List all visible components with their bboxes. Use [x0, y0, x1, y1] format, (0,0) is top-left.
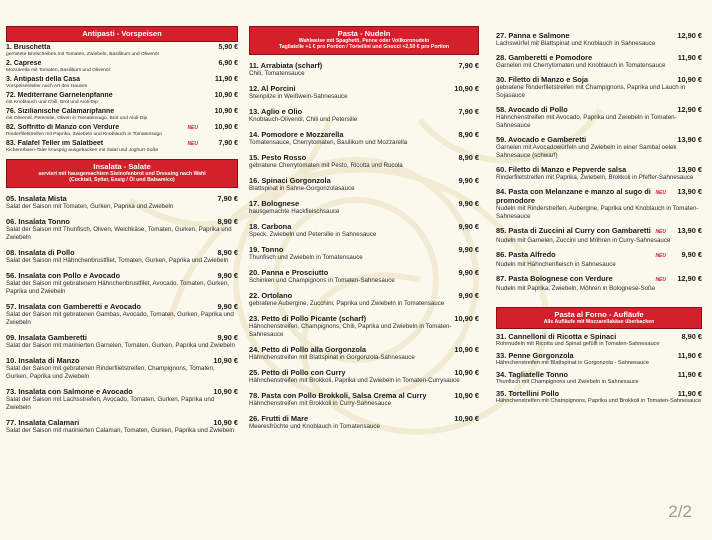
menu-item-price: 10,90 €	[213, 386, 238, 396]
section-subtitle-2: (Cocktail, Sylter, Essig / Öl und Balsamico)	[69, 177, 175, 184]
section-header-insalata	[6, 159, 238, 188]
menu-item-price: 7,90 €	[218, 140, 238, 147]
menu-item-price: 9,90 €	[458, 175, 479, 185]
menu-item-name: 08. Insalata di Pollo	[6, 247, 75, 257]
section-forno	[496, 307, 702, 405]
menu-item-description: Schinken und Champignons in Tomaten-Sahnesauce	[249, 276, 395, 284]
section-header-antipasti	[6, 26, 238, 42]
menu-item-name: 77. Insalata Calamari	[6, 417, 80, 427]
menu-item	[249, 345, 479, 362]
menu-item-name: 73. Insalata con Salmone e Avocado	[6, 386, 133, 396]
menu-item-row	[496, 389, 702, 398]
column-middle	[249, 26, 479, 431]
menu-item-description: Hähnchenstreifen mit Blattspinat in Gorgonzola-Sahnesauce	[249, 353, 415, 361]
menu-item-name: 19. Tonno	[249, 244, 284, 254]
menu-item-name: 59. Avocado e Gamberetti	[496, 135, 587, 144]
section-header-forno	[496, 307, 702, 329]
menu-item-row	[249, 291, 479, 300]
menu-item-row	[496, 351, 702, 360]
menu-item	[496, 165, 702, 182]
menu-item-description: geröstete Brotscheiben mit Tomaten, Zwiebeln, Basilikum und Olivenöl	[6, 52, 159, 57]
menu-item	[249, 84, 479, 101]
menu-item-name: 20. Panna e Prosciutto	[249, 267, 329, 277]
new-badge: NEU	[655, 229, 666, 235]
menu-item-price: 5,90 €	[218, 44, 238, 51]
menu-item-row	[6, 271, 238, 280]
menu-item-description: Hähnchenstreifen mit Avocado, Paprika und Zwiebeln in Tomaten-Sahnesauce	[496, 114, 677, 129]
menu-item-price: 11,90 €	[677, 370, 702, 380]
menu-item-price: 7,90 €	[217, 193, 238, 203]
menu-item-price: 8,90 €	[458, 129, 479, 139]
menu-item	[249, 268, 479, 285]
menu-item-description: Nudeln mit Paprika, Zwiebeln, Möhren in Bolognese-Soße	[496, 285, 656, 292]
menu-item	[6, 356, 238, 381]
menu-item-row	[496, 135, 702, 144]
menu-item-name: 83. Falafel Teller im Salatbeet	[6, 140, 104, 147]
menu-item-name: 24. Petto di Pollo alla Gorgonzola	[249, 344, 367, 354]
menu-item-description: gebratene Rinderfiletstreifen mit Champignons, Paprika und Lauch in Sojasauce	[496, 84, 686, 99]
menu-item-price: 9,90 €	[458, 221, 479, 231]
menu-item-description: Salat der Saison mit Hähnchenbrustfilet, Tomaten, Gurken, Paprika und Zwiebeln	[6, 256, 229, 264]
menu-item-name: 2. Caprese	[6, 60, 42, 67]
menu-item	[496, 370, 702, 386]
menu-item-price: 12,90 €	[677, 31, 702, 40]
menu-item	[6, 217, 238, 242]
menu-item-name: 86. Pasta Alfredo	[496, 250, 556, 259]
menu-item-price: 11,90 €	[677, 389, 702, 399]
section-subtitle-2: Tagliatelle +1 € pro Portion / Tortellini und Gnocci +2,50 € pro Portion	[278, 44, 450, 51]
new-badge: NEU	[187, 141, 198, 147]
menu-item-row	[249, 61, 479, 70]
menu-item-row	[249, 391, 479, 400]
menu-item-name: 13. Aglio e Olio	[249, 106, 303, 116]
menu-item-row	[496, 250, 702, 261]
menu-item-price: 7,90 €	[458, 106, 479, 116]
menu-item-description: mit Olivenöl, Petersilie, Oliven in Tomatensugo, Brot und Aioli-Dip	[6, 116, 148, 121]
menu-item	[496, 135, 702, 160]
menu-item	[496, 31, 702, 48]
menu-item-price: 10,90 €	[454, 367, 479, 377]
menu-item	[249, 291, 479, 308]
menu-item-row	[249, 268, 479, 277]
menu-item-name: 27. Panna e Salmone	[496, 31, 570, 40]
menu-item-price: 9,90 €	[458, 290, 479, 300]
menu-item-price: 11,90 €	[677, 53, 702, 62]
menu-item-price: 8,90 €	[681, 332, 702, 342]
menu-item-price: 8,90 €	[217, 247, 238, 257]
menu-item	[6, 92, 238, 106]
menu-item	[6, 194, 238, 211]
menu-item-price: 9,90 €	[681, 250, 702, 259]
new-badge: NEU	[655, 253, 666, 259]
menu-item	[496, 389, 702, 405]
menu-item-name: 84. Pasta con Melanzane e manzo al sugo di promodore	[496, 187, 651, 205]
menu-item-row	[6, 248, 238, 257]
menu-item-name: 06. Insalata Tonno	[6, 216, 70, 226]
menu-item-description: Thunfisch und Zwiebeln in Tomatensauce	[249, 253, 363, 261]
menu-item	[496, 274, 702, 293]
menu-item-name: 72. Mediterrane Garnelenpfanne	[6, 92, 113, 99]
menu-item-price: 10,90 €	[454, 390, 479, 400]
menu-item-description: Blattspinat in Sahne-Gorgonzolasauce	[249, 184, 355, 192]
menu-item-description: Salat der Saison mit gebratenen Rinderfiletstreifen, Champignons, Tomaten, Gurken, Paprika und Zwiebeln	[6, 364, 215, 380]
menu-item	[496, 187, 702, 221]
menu-item	[6, 248, 238, 265]
menu-item-price: 10,90 €	[677, 75, 702, 84]
menu-item	[6, 108, 238, 122]
menu-item	[6, 140, 238, 154]
menu-item-row	[6, 108, 238, 116]
menu-item-price: 10,90 €	[454, 83, 479, 93]
menu-item-row	[496, 370, 702, 379]
menu-item	[249, 153, 479, 170]
menu-item-price: 9,90 €	[458, 267, 479, 277]
menu-item-row	[6, 140, 238, 148]
menu-item	[249, 314, 479, 339]
menu-item-description: Meeresfrüchte und Knoblauch in Tomatensauce	[249, 422, 380, 430]
menu-item-row	[6, 194, 238, 203]
menu-item-price: 10,90 €	[213, 417, 238, 427]
menu-item-description: gebratene Aubergine, Zucchini, Paprika und Zwiebeln in Tomatensauce	[249, 299, 445, 307]
menu-item-row	[496, 226, 702, 237]
menu-item-description: Salat der Saison mit marinierten Garnelen, Tomaten, Gurken, Paprika und Zwiebeln	[6, 341, 235, 349]
menu-item-description: Tomatensauce, Cherrytomaten, Basilikum und Mozzarella	[249, 138, 408, 146]
menu-item	[496, 105, 702, 130]
menu-item	[249, 414, 479, 431]
menu-item-name: 12. Al Porcini	[249, 83, 296, 93]
menu-item-row	[496, 165, 702, 174]
menu-item-price: 9,90 €	[458, 244, 479, 254]
menu-item-description: Garnelen mit Cherrytomaten und Knoblauch in Tomatensauce	[496, 62, 666, 69]
menu-item-row	[496, 75, 702, 84]
menu-item	[6, 76, 238, 90]
menu-item-description: Garnelen mit Avocadowürfeln und Zwiebeln in einer Sambal oelek Sahnesauce (schwarf)	[496, 144, 677, 159]
menu-item	[249, 391, 479, 408]
menu-item-name: 11. Arrabiata (scharf)	[249, 60, 323, 70]
menu-item-name: 16. Spinaci Gorgonzola	[249, 175, 331, 185]
menu-item-name: 56. Insalata con Pollo e Avocado	[6, 270, 121, 280]
menu-item-row	[249, 222, 479, 231]
menu-item-price: 8,90 €	[217, 216, 238, 226]
menu-item-row	[6, 387, 238, 396]
menu-item-description: Speck, Zwiebeln und Petersilie in Sahnesauce	[249, 230, 377, 238]
menu-item-row	[496, 274, 702, 285]
menu-item-name: 23. Petto di Pollo Picante (scharf)	[249, 313, 367, 323]
menu-item-description: Salat der Saison mit gebratenen Gambas, Avocado, Tomaten, Gurken, Paprika und Zwiebeln	[6, 310, 234, 326]
menu-item-name: 26. Frutti di Mare	[249, 413, 309, 423]
menu-item-row	[6, 418, 238, 427]
menu-item-row	[6, 44, 238, 52]
menu-item-name: 17. Bolognese	[249, 198, 300, 208]
menu-item-description: Steinpilze in Weißwein-Sahnesauce	[249, 92, 348, 100]
menu-item-price: 13,90 €	[677, 226, 702, 235]
menu-item-name: 10. Insalata di Manzo	[6, 355, 80, 365]
menu-item	[6, 44, 238, 58]
menu-item-description: Hähnchenstreifen mit Champignons, Paprika und Brokkoli in Tomaten-Sahnesauce	[496, 398, 702, 405]
menu-item-name: 33. Penne Gorgonzola	[496, 351, 574, 361]
menu-item	[6, 124, 238, 138]
menu-item-price: 12,90 €	[677, 274, 702, 283]
menu-item-row	[6, 333, 238, 342]
section-header-pasta	[249, 26, 479, 55]
new-badge: NEU	[187, 125, 198, 131]
menu-item-row	[249, 414, 479, 423]
menu-item-description: Hähnchenstreifen mit Brokkoli in Curry-Sahnesauce	[249, 399, 392, 407]
menu-item-row	[6, 302, 238, 311]
menu-item-price: 10,90 €	[454, 313, 479, 323]
menu-item-price: 10,90 €	[214, 124, 238, 131]
menu-item-row	[496, 332, 702, 341]
menu-item	[496, 351, 702, 367]
menu-item-price: 10,90 €	[213, 355, 238, 365]
menu-item	[496, 226, 702, 245]
menu-item	[249, 368, 479, 385]
menu-item-description: Nudeln mit Rinderstreifen, Aubergine, Paprika und Knoblauch in Tomaten-Sahnesauce	[496, 205, 699, 220]
menu-item	[249, 61, 479, 78]
section-subtitle: Alle Aufläufe mit Mozzarellakäse überbacken	[543, 319, 655, 325]
section-antipasti	[6, 26, 238, 154]
menu-item-row	[249, 153, 479, 162]
menu-item-row	[249, 345, 479, 354]
menu-item	[6, 387, 238, 412]
menu-item-description: gebratene Cherrytomaten mit Pesto, Ricotta und Rucola	[249, 161, 403, 169]
menu-item	[496, 250, 702, 269]
menu-item-description: Nudeln mit Hähnchenfleisch in Sahnesauce	[496, 261, 616, 268]
menu-item-price: 9,90 €	[458, 198, 479, 208]
menu-item-price: 11,90 €	[677, 351, 702, 361]
menu-item-name: 31. Cannelloni di Ricotta e Spinaci	[496, 332, 617, 342]
menu-item-name: 3. Antipasti della Casa	[6, 76, 81, 83]
menu-item-row	[6, 356, 238, 365]
menu-item-name: 57. Insalata con Gamberetti e Avocado	[6, 301, 141, 311]
menu-item-price: 9,90 €	[217, 332, 238, 342]
new-badge: NEU	[655, 190, 666, 196]
section-insalata	[6, 159, 238, 435]
section-pasta-continued	[496, 31, 702, 293]
menu-item-description: Hähnchenstreifen mit Blattspinat in Gorgonzola - Sahnesauce	[496, 360, 649, 367]
menu-item	[6, 302, 238, 327]
menu-item	[6, 333, 238, 350]
column-left	[6, 26, 238, 435]
menu-item-name: 85. Pasta di Zuccini al Curry con Gambaretti	[496, 226, 651, 235]
menu-item	[249, 222, 479, 239]
section-title: Antipasti - Vorspeisen	[82, 29, 162, 38]
menu-item-name: 15. Pesto Rosso	[249, 152, 307, 162]
menu-item-row	[6, 92, 238, 100]
menu-item	[6, 418, 238, 435]
menu-item-row	[249, 176, 479, 185]
menu-item-price: 12,90 €	[677, 105, 702, 114]
menu-item-row	[249, 107, 479, 116]
menu-item-name: 82. Soffritto di Manzo con Verdure	[6, 124, 120, 131]
menu-item-price: 10,90 €	[454, 344, 479, 354]
menu-item-price: 9,90 €	[217, 301, 238, 311]
menu-item-description: Salat der Saison mit Lachsstreifen, Avocado, Tomaten, Gurken, Paprika und Zwiebeln	[6, 395, 215, 411]
menu-item-name: 1. Bruschetta	[6, 44, 51, 51]
menu-item-name: 60. Filetto di Manzo e Pepverde salsa	[496, 165, 627, 174]
menu-item-description: Knoblauch-Olivenöl, Chili und Petersilie	[249, 115, 358, 123]
menu-item	[249, 176, 479, 193]
menu-item-description: Hähnchenstreifen, Champignons, Chili, Paprika und Zwiebeln in Tomaten-Sahnesauce	[249, 322, 452, 338]
menu-item-description: Salat der Saison mit Tomaten, Gurken, Paprika und Zwiebeln	[6, 202, 174, 210]
menu-item-description: Mozzarella mit Tomaten, Basilikum und Olivenöl	[6, 68, 110, 73]
page-indicator: 2/2	[668, 502, 692, 521]
section-title: Pasta al Forno - Aufläufe	[554, 310, 644, 319]
menu-item-row	[496, 53, 702, 62]
menu-item-price: 9,90 €	[217, 270, 238, 280]
menu-item-description: Hähnchenstreifen mit Brokkoli, Paprika und Zwiebeln in Tomaten-Currysauce	[249, 376, 460, 384]
menu-item-name: 78. Pasta con Pollo Brokkoli, Salsa Crema al Curry	[249, 390, 427, 400]
menu-item-description: Kichererbsen-Taler knusprig ausgebacken mit Salat und Joghurt-Soße	[6, 148, 159, 153]
menu-item-description: Chili, Tomatensauce	[249, 69, 305, 77]
menu-item-row	[496, 187, 702, 205]
section-title: Pasta - Nudeln	[337, 29, 391, 38]
menu-item-name: 87. Pasta Bolognese con Verdure	[496, 274, 613, 283]
menu-item	[496, 75, 702, 100]
menu-item	[6, 271, 238, 296]
menu-item-description: hausgemachte Hackfleischsauce	[249, 207, 340, 215]
menu-item-description: Salat der Saison mit marinierten Calamari, Tomaten, Gurken, Paprika und Zwiebeln	[6, 426, 235, 434]
section-title: Insalata - Salate	[93, 162, 151, 171]
menu-item-description: Rinderfiletstreifen mit Paprika, Zwiebeln, Brokkoli in Pfeffer-Sahnesauce	[496, 174, 694, 181]
menu-item	[496, 332, 702, 348]
menu-item-name: 22. Ortolano	[249, 290, 293, 300]
menu-item-description: Salat der Saison mit gebratenem Hähnchenbrustfilet, Avocado, Tomaten, Gurken, Paprika und Zwiebeln	[6, 279, 229, 295]
menu-item-name: 28. Gamberetti e Pomodore	[496, 53, 593, 62]
menu-item	[249, 130, 479, 147]
menu-item-name: 14. Pomodore e Mozzarella	[249, 129, 344, 139]
menu-item-price: 8,90 €	[458, 152, 479, 162]
section-subtitle: Wahlweise mit Spaghetti, Penne oder Vollkornnudeln	[298, 38, 430, 44]
menu-item-name: 09. Insalata Gamberetti	[6, 332, 87, 342]
menu-item-description: Rinderfiletstreifen mit Paprika, Zwiebeln und Knoblauch in Tomatensugo	[6, 132, 162, 137]
menu-item-name: 58. Avocado di Pollo	[496, 105, 568, 114]
section-subtitle: serviert mit hausgemachtem Steinofenbrot und Dressing nach Wahl	[38, 171, 206, 177]
menu-item-row	[496, 105, 702, 114]
menu-item-name: 25. Petto di Pollo con Curry	[249, 367, 346, 377]
menu-item-row	[249, 130, 479, 139]
menu-item-row	[496, 31, 702, 40]
menu-item-price: 10,90 €	[214, 108, 238, 115]
section-pasta	[249, 26, 479, 431]
menu-item-row	[249, 199, 479, 208]
menu-item-description: Thunfisch mit Champignons und Zwiebeln in Sahnesauce	[496, 379, 639, 386]
menu-item-price: 10,90 €	[214, 92, 238, 99]
menu-item-name: 05. Insalata Mista	[6, 193, 67, 203]
menu-item	[249, 199, 479, 216]
menu-item-description: Lachswürfel mit Blattspinat und Knoblauch in Sahnesauce	[496, 40, 656, 47]
menu-item-price: 10,90 €	[454, 413, 479, 423]
menu-item	[249, 107, 479, 124]
menu-item-row	[6, 76, 238, 84]
menu-item-price: 13,90 €	[677, 187, 702, 196]
menu-item-price: 13,90 €	[677, 165, 702, 174]
menu-item-name: 18. Carbona	[249, 221, 292, 231]
menu-item-row	[249, 314, 479, 323]
menu-item	[496, 53, 702, 70]
column-right	[496, 26, 702, 405]
menu-item-name: 76. Sizilianische Calamaripfanne	[6, 108, 115, 115]
menu-item-name: 30. Filetto di Manzo e Soja	[496, 75, 588, 84]
menu-item	[249, 245, 479, 262]
menu-item-price: 6,90 €	[218, 60, 238, 67]
menu-item-name: 35. Tortellini Pollo	[496, 389, 560, 399]
menu-item-description: Salat der Saison mit Thunfisch, Oliven, Weichkäse, Tomaten, Gurken, Paprika und Zwiebeln	[6, 225, 232, 241]
menu-item-row	[6, 217, 238, 226]
menu-item-description: mit Knoblauch und Chili, Brot und Aioli-Dip	[6, 100, 98, 105]
menu-item-row	[249, 368, 479, 377]
new-badge: NEU	[655, 277, 666, 283]
menu-item-description: Nudeln mit Garnelen, Zuccini und Möhren in Curry-Sahnesauce	[496, 237, 671, 244]
menu-item-row	[6, 60, 238, 68]
menu-item-price: 7,90 €	[458, 60, 479, 70]
menu-item	[6, 60, 238, 74]
menu-item-row	[249, 84, 479, 93]
menu-item-description: Rohrnudeln mit Ricotta und Spinat gefüllt in Tomaten-Sahnesauce	[496, 341, 660, 348]
menu-item-price: 13,90 €	[677, 135, 702, 144]
menu-item-price: 11,90 €	[215, 76, 238, 83]
menu-item-description: Vorspeisenteller nach Art des Hauses	[6, 84, 88, 89]
menu-item-row	[249, 245, 479, 254]
menu-item-row	[6, 124, 238, 132]
menu-item-name: 34. Tagliatelle Tonno	[496, 370, 568, 380]
